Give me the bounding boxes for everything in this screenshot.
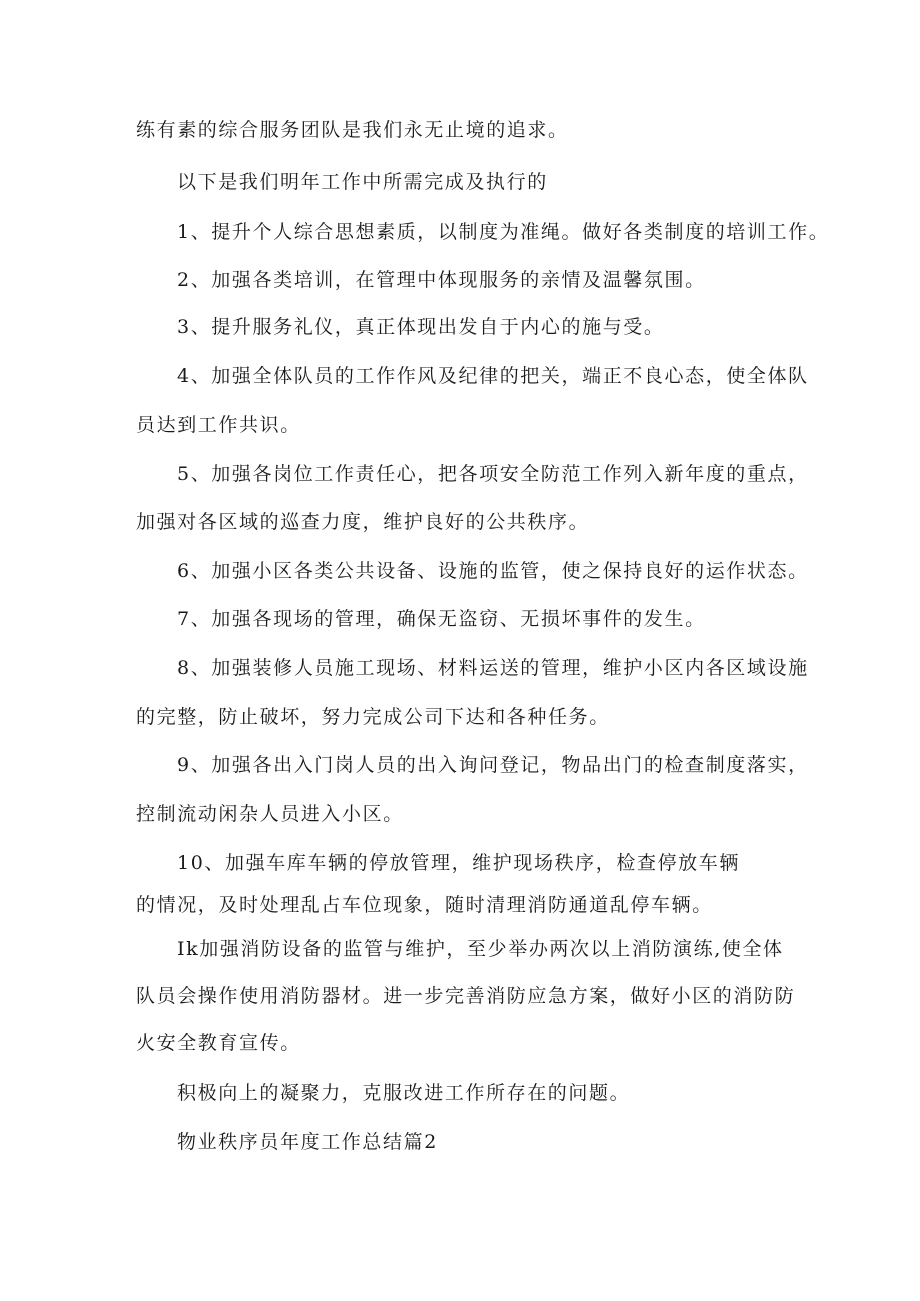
item-10-line-1: 10、加强车库车辆的停放管理，维护现场秩序，检查停放车辆 xyxy=(177,852,740,874)
item-1-line-1: 1、提升个人综合思想素质，以制度为准绳。做好各类制度的培训工作。 xyxy=(177,221,830,243)
item-4-line-1: 4、加强全体队员的工作作风及纪律的把关，端正不良心态，使全体队 xyxy=(177,365,809,387)
item-11-line-3: 火安全教育宣传。 xyxy=(136,1032,301,1054)
intro-line: 以下是我们明年工作中所需完成及执行的 xyxy=(177,171,548,193)
closing-line: 积极向上的凝聚力，克服改进工作所存在的问题。 xyxy=(177,1082,631,1104)
item-9-line-2: 控制流动闲杂人员进入小区。 xyxy=(136,803,404,825)
item-5-line-1: 5、加强各岗位工作责任心，把各项安全防范工作列入新年度的重点， xyxy=(177,463,809,485)
item-9-line-1: 9、加强各出入门岗人员的出入询问登记，物品出门的检查制度落实， xyxy=(177,754,809,776)
item-5-line-2: 加强对各区域的巡查力度，维护良好的公共秩序。 xyxy=(136,511,590,533)
item-6-line-1: 6、加强小区各类公共设备、设施的监管，使之保持良好的运作状态。 xyxy=(177,560,809,582)
item-10-line-2: 的情况，及时处理乱占车位现象，随时清理消防通道乱停车辆。 xyxy=(136,894,713,916)
item-11-line-1: Ik加强消防设备的监管与维护，至少举办两次以上消防演练,使全体 xyxy=(177,938,784,960)
text-line-1: 练有素的综合服务团队是我们永无止境的追求。 xyxy=(136,119,569,141)
item-4-line-2: 员达到工作共识。 xyxy=(136,414,301,436)
item-3-line-1: 3、提升服务礼仪，真正体现出发自于内心的施与受。 xyxy=(177,316,665,338)
item-2-line-1: 2、加强各类培训，在管理中体现服务的亲情及温馨氛围。 xyxy=(177,269,706,291)
item-8-line-2: 的完整，防止破坏，努力完成公司下达和各种任务。 xyxy=(136,706,610,728)
item-11-line-2: 队员会操作使用消防器材。进一步完善消防应急方案，做好小区的消防防 xyxy=(136,985,796,1007)
section-heading: 物业秩序员年度工作总结篇2 xyxy=(177,1131,438,1153)
item-7-line-1: 7、加强各现场的管理，确保无盗窃、无损坏事件的发生。 xyxy=(177,608,706,630)
item-8-line-1: 8、加强装修人员施工现场、材料运送的管理，维护小区内各区域设施 xyxy=(177,657,809,679)
